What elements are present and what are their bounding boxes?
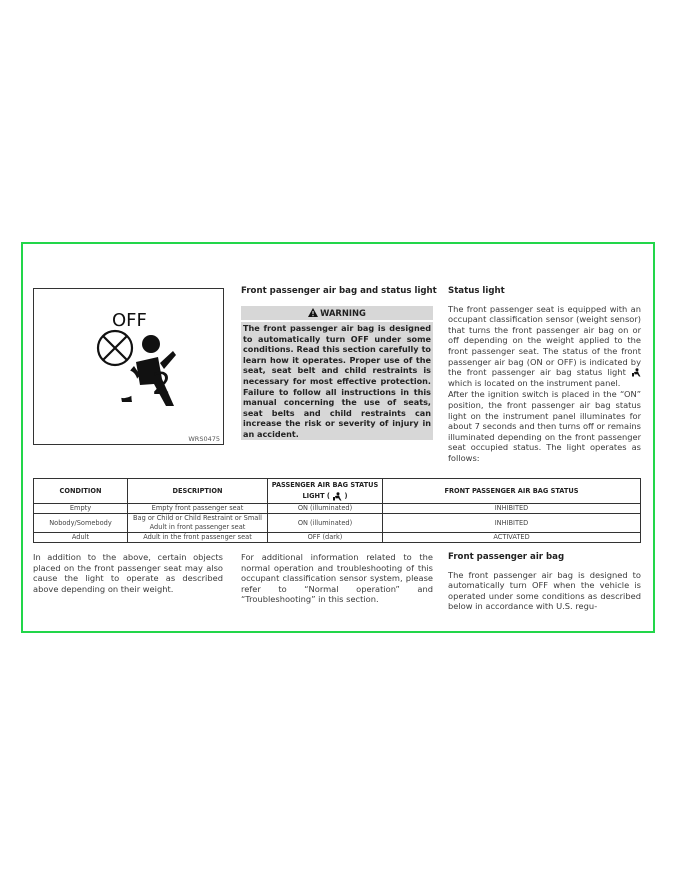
- airbag-off-figure: [33, 288, 224, 445]
- front-airbag-heading: Front passenger air bag: [448, 552, 565, 562]
- passenger-airbag-status-icon: [332, 492, 342, 501]
- airbag-status-table: [33, 478, 641, 543]
- status-light-header-close: ): [344, 492, 348, 500]
- cell-description: Empty front passenger seat: [128, 504, 268, 514]
- cell-airbag-status: INHIBITED: [383, 514, 641, 533]
- seat-number-label: 2: [152, 367, 172, 402]
- table-row: [34, 514, 641, 533]
- column-header-description: DESCRIPTION: [128, 479, 268, 504]
- warning-text: The front passenger air bag is designed to automatically turn OFF under some conditions. Read this section carefully to learn how it operates. Proper use of the seat, seat belt and child restraints is necessary for most effective protection. Failure to follow all instructions in this manual concerning the use of seats, seat belts and child restraints can increase the risk or severity of injury in an accident.: [243, 323, 431, 439]
- cell-status-light: ON (illuminated): [268, 504, 383, 514]
- cell-status-light: OFF (dark): [268, 533, 383, 543]
- cell-condition: Nobody/Somebody: [34, 514, 128, 533]
- section-heading: Front passenger air bag and status light: [241, 286, 437, 296]
- cell-description: Adult in the front passenger seat: [128, 533, 268, 543]
- status-light-text-a: The front passenger seat is equipped with an occupant classification sensor (weight sensor) that turns the front passenger air bag on or off depending on the weight applied to the front passenger seat. The status of the front passenger air bag (ON or OFF) is indicated by the front passenger air bag status light: [448, 303, 641, 378]
- passenger-airbag-status-icon: [631, 368, 641, 377]
- off-label: OFF: [112, 310, 147, 331]
- front-airbag-section: [448, 552, 641, 612]
- column-header-condition: CONDITION: [34, 479, 128, 504]
- cell-airbag-status: ACTIVATED: [383, 533, 641, 543]
- section-heading-wrap: [241, 286, 437, 297]
- warning-triangle-icon: [308, 308, 318, 317]
- status-light-section: [448, 286, 641, 464]
- column-header-airbag-status: FRONT PASSENGER AIR BAG STATUS: [383, 479, 641, 504]
- status-light-text-b: which is located on the instrument panel.: [448, 377, 621, 388]
- status-light-header-text: PASSENGER AIR BAG STATUS LIGHT (: [271, 481, 379, 500]
- cell-description: Bag or Child or Child Restraint or Small Adult in front passenger seat: [128, 514, 268, 533]
- table-row: [34, 504, 641, 514]
- status-light-paragraph-2: After the ignition switch is placed in the “ON” position, the front passenger air bag status light on the instrument panel illuminates for about 7 seconds and then turns off or remains illuminated depending on the front passenger seat occupied status. The light operates as follows:: [448, 389, 641, 463]
- status-light-heading: Status light: [448, 286, 505, 296]
- figure-caption: WRS0475: [188, 435, 220, 443]
- cell-condition: Adult: [34, 533, 128, 543]
- front-airbag-paragraph: The front passenger air bag is designed to automatically turn OFF when the vehicle is operated under some conditions as described below in accordance with U.S. regu-: [448, 569, 641, 612]
- cell-status-light: ON (illuminated): [268, 514, 383, 533]
- column-header-status-light: [268, 479, 383, 504]
- cell-condition: Empty: [34, 504, 128, 514]
- warning-header: [241, 306, 433, 320]
- warning-title: WARNING: [320, 308, 366, 318]
- cell-airbag-status: INHIBITED: [383, 504, 641, 514]
- table-header-row: [34, 479, 641, 504]
- status-light-paragraph-1: [448, 304, 641, 389]
- table-row: [34, 533, 641, 543]
- bottom-paragraph-2: For additional information related to the normal operation and troubleshooting of this occupant classification sensor system, please refer to “Normal operation” and “Troubleshooting” in this section.: [241, 552, 433, 605]
- bottom-paragraph-1: In addition to the above, certain objects placed on the front passenger seat may also cause the light to operate as described above depending on their weight.: [33, 552, 223, 594]
